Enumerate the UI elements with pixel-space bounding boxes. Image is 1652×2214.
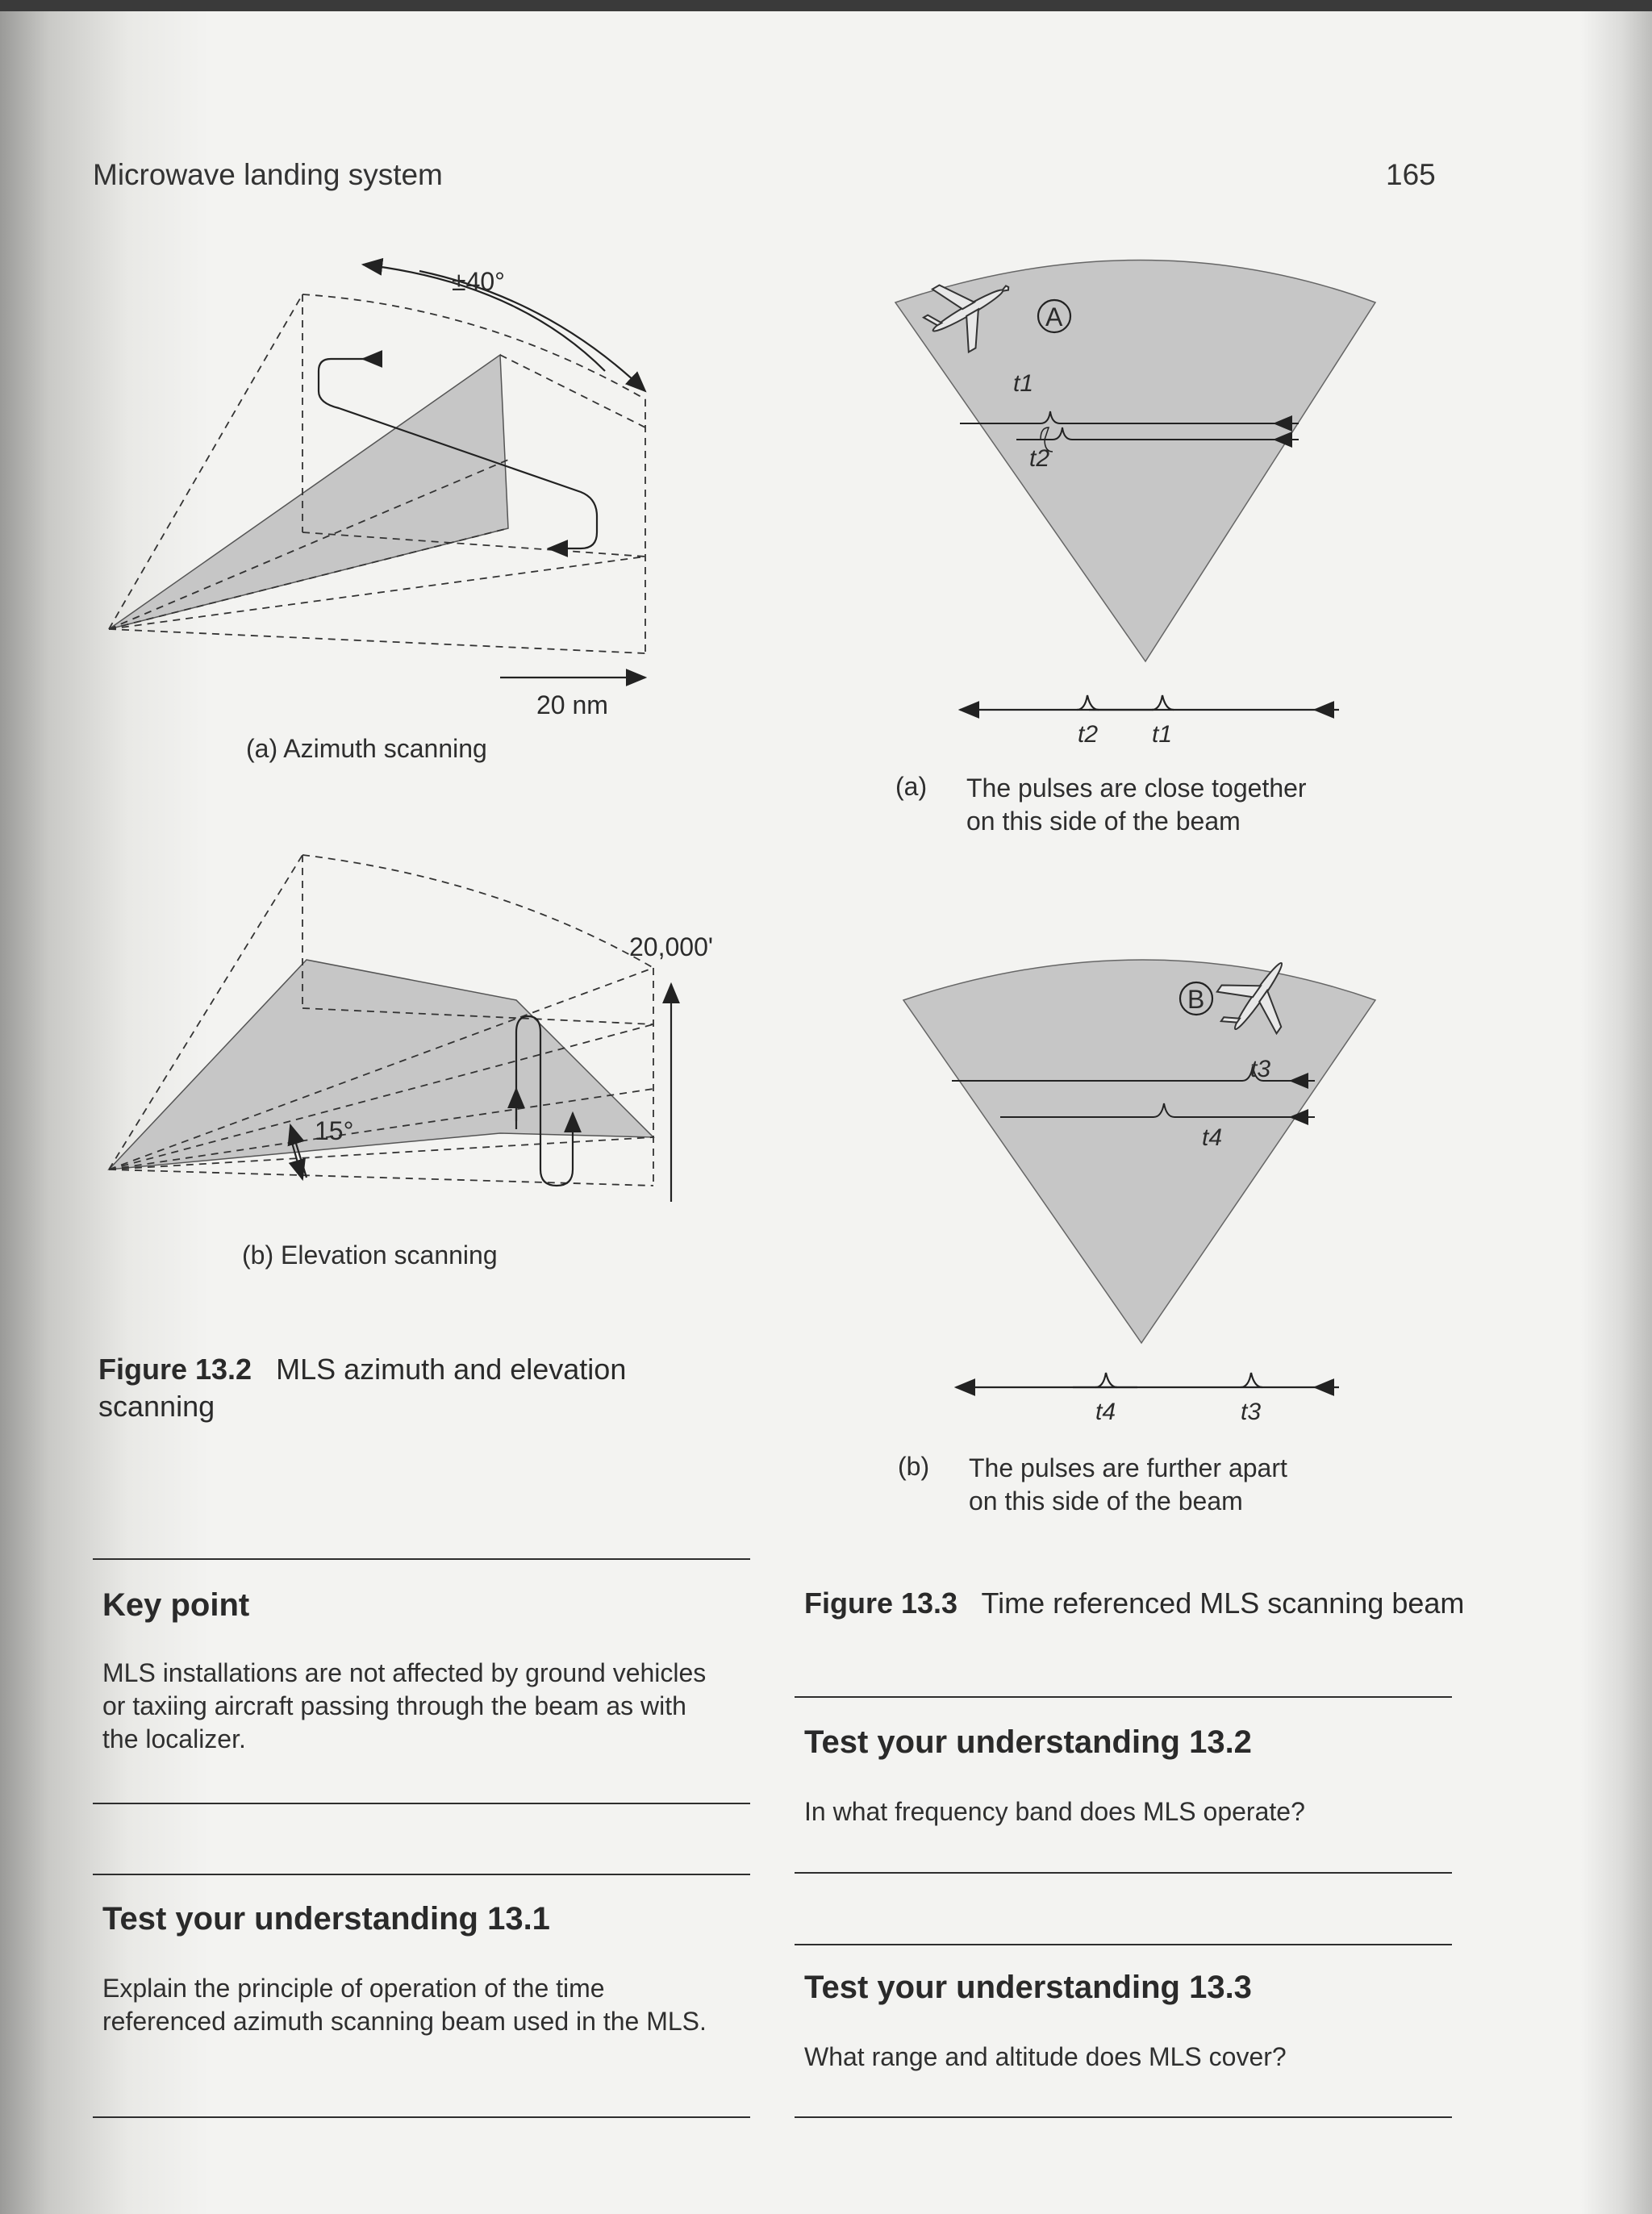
test-13-2-text: In what frequency band does MLS operate? bbox=[804, 1797, 1305, 1826]
azimuth-scanning-diagram bbox=[97, 250, 678, 719]
axis-t1-a: t1 bbox=[1152, 721, 1173, 748]
test-13-2-title: Test your understanding 13.2 bbox=[804, 1724, 1252, 1760]
page-top-edge bbox=[0, 0, 1652, 11]
beam-sector-b bbox=[903, 960, 1375, 1343]
test-13-2-top-rule bbox=[795, 1696, 1452, 1698]
axis-t3-b: t3 bbox=[1241, 1399, 1262, 1425]
figure-13-3-number: Figure 13.3 bbox=[804, 1586, 958, 1620]
key-point-title: Key point bbox=[102, 1587, 250, 1623]
test-13-1-text: Explain the principle of operation of the time referenced azimuth scanning beam used in the MLS. bbox=[102, 1974, 707, 2036]
panel-a-label: (a) bbox=[895, 772, 928, 801]
figure-13-2-number: Figure 13.2 bbox=[98, 1353, 252, 1386]
panel-b-text-line2: on this side of the beam bbox=[969, 1486, 1243, 1516]
axis-t4-b: t4 bbox=[1095, 1399, 1116, 1425]
test-13-3-text: What range and altitude does MLS cover? bbox=[804, 2042, 1287, 2071]
running-title: Microwave landing system bbox=[93, 158, 443, 191]
test-13-1-title: Test your understanding 13.1 bbox=[102, 1901, 550, 1937]
panel-a-text-line2: on this side of the beam bbox=[966, 807, 1241, 836]
test-13-1-bottom-rule bbox=[93, 2116, 750, 2118]
elevation-scanning-diagram bbox=[97, 831, 713, 1234]
panel-b-text bbox=[969, 1452, 1287, 1518]
marker-a: A bbox=[1045, 302, 1063, 331]
axis-t2-a: t2 bbox=[1078, 721, 1099, 748]
figure-13-3-caption bbox=[804, 1585, 1466, 1622]
time-referenced-beam-b bbox=[879, 928, 1468, 1428]
elevation-altitude-label: 20,000' bbox=[629, 932, 713, 961]
test-13-3-title: Test your understanding 13.3 bbox=[804, 1970, 1252, 2005]
panel-b-label: (b) bbox=[898, 1452, 930, 1481]
azimuth-caption: (a) Azimuth scanning bbox=[246, 734, 487, 763]
azimuth-range-label: 20 nm bbox=[536, 690, 608, 719]
time-referenced-beam-a bbox=[879, 226, 1468, 750]
elevation-beam-sector bbox=[109, 960, 653, 1170]
panel-a-text-line1: The pulses are close together bbox=[966, 773, 1307, 803]
pulse-t2-a: t2 bbox=[1029, 445, 1050, 472]
elevation-angle-label: 15° bbox=[315, 1116, 354, 1145]
page-number: 165 bbox=[1386, 158, 1436, 191]
key-point-bottom-rule bbox=[93, 1803, 750, 1804]
elevation-caption: (b) Elevation scanning bbox=[242, 1240, 498, 1270]
key-point-top-rule bbox=[93, 1558, 750, 1560]
pulse-t3-b: t3 bbox=[1250, 1056, 1271, 1082]
test-13-3-bottom-rule bbox=[795, 2116, 1452, 2118]
panel-b-text-line1: The pulses are further apart bbox=[969, 1453, 1287, 1482]
marker-b: B bbox=[1187, 985, 1205, 1014]
test-13-2-bottom-rule bbox=[795, 1872, 1452, 1874]
azimuth-angle-label: ±40° bbox=[452, 267, 505, 296]
figure-13-2-caption bbox=[98, 1351, 744, 1425]
panel-a-text bbox=[966, 772, 1307, 838]
azimuth-beam-sector bbox=[109, 355, 508, 629]
pulse-t1-a: t1 bbox=[1013, 370, 1034, 397]
test-13-1-top-rule bbox=[93, 1874, 750, 1875]
figure-13-2-text: MLS azimuth and elevation scanning bbox=[98, 1353, 627, 1423]
pulse-t4-b: t4 bbox=[1202, 1124, 1223, 1151]
key-point-text: MLS installations are not affected by ground vehicles or taxiing aircraft passing through the beam as with the localizer. bbox=[102, 1658, 707, 1753]
test-13-3-top-rule bbox=[795, 1944, 1452, 1945]
figure-13-3-text: Time referenced MLS scanning beam bbox=[981, 1586, 1465, 1620]
